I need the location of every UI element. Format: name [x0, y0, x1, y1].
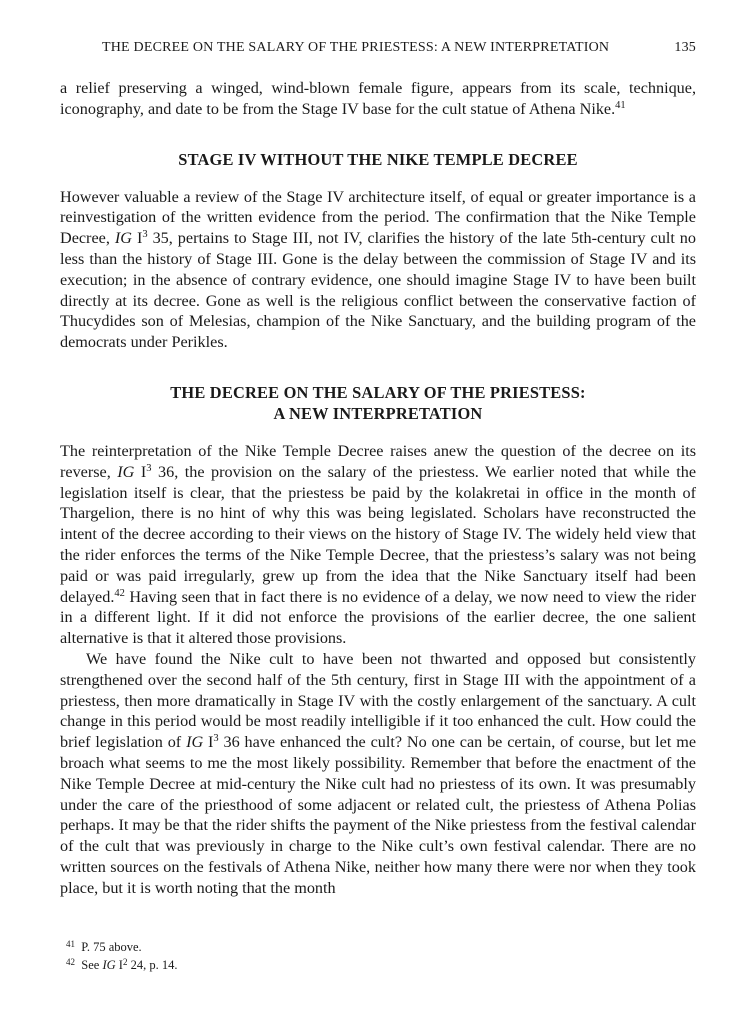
section-heading-line2: A NEW INTERPRETATION — [273, 403, 483, 423]
page — [60, 40, 696, 899]
text-run: The reinterpretation of the Nike Temple Decree raises anew the question of the decree on its reverse, — [60, 441, 696, 481]
ig-volume: I — [115, 958, 123, 972]
ig-volume: I — [134, 462, 147, 481]
page-number: 135 — [674, 40, 696, 55]
text-run: 36 have enhanced the cult? No one can be certain, of course, but let me broach what seems to me the most likely possibility. Remember that before the enactment of the Nike Temple Decree at mid-century the Nike cult had no priestess of its own. It was presumably under the care of the priesthood of some adjacent or related cult, the priestess of Athena Polias perhaps. It may be that the rider shifts the payment of the Nike priestess from the festival calendar of the cult that was previously in charge to the Nike cult’s own festival calendar. There are no written sources on the festivals of Athena Nike, neither how many there were nor when they took place, but it is worth noting that the month — [60, 733, 696, 897]
footnote-text: P. 75 above. — [81, 940, 142, 954]
footnotes — [66, 938, 177, 974]
footnote-number: 41 — [66, 939, 75, 949]
footnote-number: 42 — [66, 957, 75, 967]
text-run: Having seen that in fact there is no evidence of a delay, we now need to view the rider in a different light. If it did not enforce the provisions of the earlier decree, the one salient alternative is that it altered those provisions. — [60, 587, 696, 648]
section-heading-stage-iv: STAGE IV WITHOUT THE NIKE TEMPLE DECREE — [178, 149, 578, 169]
section-heading-salary — [60, 382, 696, 424]
ig-edition: 2 — [122, 957, 128, 967]
intro-text: a relief preserving a winged, wind-blown female figure, appears from its scale, technique, iconography, and date to be from the Stage IV base for the cult statue of Athena Nike. — [60, 79, 696, 118]
running-head — [60, 40, 696, 62]
footnote-text: 24, p. 14. — [127, 958, 178, 972]
footnote-ref-42: 42 — [114, 587, 125, 599]
intro-paragraph — [60, 78, 696, 120]
footnote-42 — [66, 956, 177, 974]
ig-abbrev: IG — [186, 733, 204, 752]
footnote-ref-41: 41 — [615, 99, 626, 111]
ig-abbrev: IG — [117, 462, 135, 481]
salary-paragraph-2 — [60, 649, 696, 899]
running-title: THE DECREE ON THE SALARY OF THE PRIESTESS: A NEW INTERPRETATION — [102, 40, 610, 55]
text-run: 35, pertains to Stage III, not IV, clarifies the history of the late 5th-century cult no less than the history of Stage III. Gone is the delay between the commission of Stage IV and its execution; in the absence of contrary evidence, one should imagine Stage IV to have been built directly at its decree. Gone as well is the religious conflict between the conservative faction of Thucydides son of Melesias, champion of the Nike Sanctuary, and the building program of the democrats under Perikles. — [60, 229, 696, 352]
section-heading-line1: THE DECREE ON THE SALARY OF THE PRIESTESS: — [170, 382, 586, 402]
text-run: 36, the provision on the salary of the priestess. We earlier noted that while the legislation itself is clear, that the priestess be paid by the kolakretai in office in the month of Thargelion, there is no hint of why this was being legislated. Scholars have reconstructed the intent of the decree according to their views on the history of Stage IV. The widely held view that the rider enforces the terms of the Nike Temple Decree, that the priestess’s salary was not being paid or was paid irregularly, grew up from the idea that the Nike Sanctuary itself had been delayed. — [60, 462, 697, 606]
stage-iv-paragraph — [60, 187, 696, 353]
text-run: However valuable a review of the Stage IV architecture itself, of equal or greater importance is a reinvestigation of the written evidence from the period. The confirmation that the Nike Temple Decree, — [60, 187, 696, 248]
ig-volume: I — [203, 733, 214, 752]
ig-edition: 3 — [213, 733, 219, 745]
ig-abbrev: IG — [102, 958, 116, 972]
salary-paragraph-1 — [60, 441, 696, 649]
footnote-41 — [66, 938, 177, 956]
ig-abbrev: IG — [114, 229, 132, 248]
ig-volume: I — [131, 229, 143, 248]
footnote-text: See — [81, 958, 103, 972]
ig-edition: 3 — [146, 462, 152, 474]
text-run: We have found the Nike cult to have been not thwarted and opposed but consistently strengthened over the second half of the 5th century, first in Stage III with the appointment of a priestess, then more dramatically in Stage IV with the costly enlargement of the sanctuary. A cult change in this period would be most readily intelligible if it too enhanced the cult. How could the brief legislation of — [60, 649, 696, 752]
ig-edition: 3 — [142, 229, 148, 241]
